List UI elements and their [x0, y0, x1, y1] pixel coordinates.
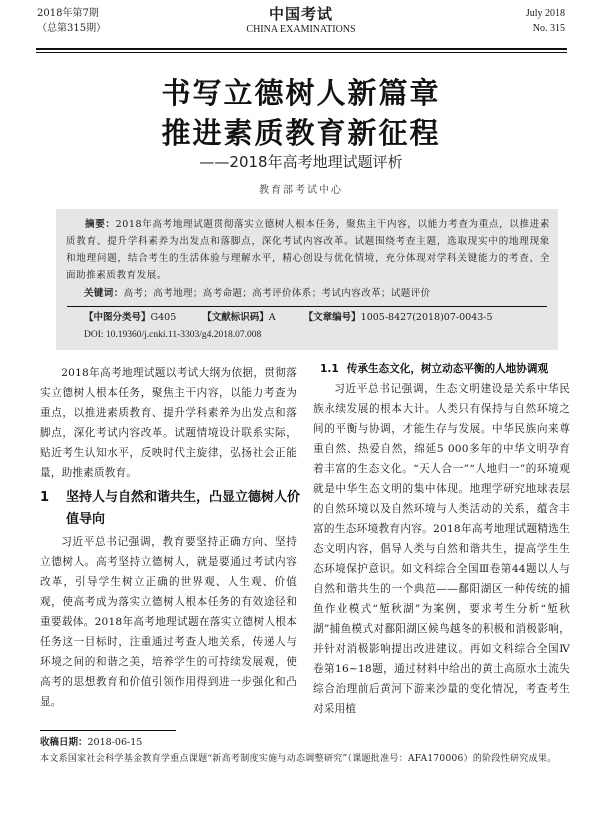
- doi-line: [84, 327, 261, 343]
- keywords-label: 关键词：: [84, 288, 124, 299]
- abstract-divider: [67, 306, 547, 307]
- issue-total: （总第315期）: [37, 23, 107, 34]
- doc-code-value: A: [268, 312, 276, 323]
- abstract-label: 摘要：: [85, 219, 116, 230]
- section-1-text: 习近平总书记强调，教育要坚持正确方向、坚持立德树人。高考坚持立德树人，就是要通过考试内容改革，引导学生树立正确的世界观、人生观、价值观，使高考成为落实立德树人根本任务的有效途径和重要载体。2018年高考地理试题在落实立德树人根本任务这一目标时，注重通过考查人地关系，传递人与环境之间的和谐之美，培养学生的可持续发展观，使高考的思想教育和价值引领作用得到进一步强化和凸显。: [40, 536, 297, 708]
- section-1-heading: [40, 487, 300, 531]
- intro-paragraph: [40, 363, 297, 483]
- section-1-paragraph: [40, 532, 297, 712]
- section-1-1-text: 习近平总书记强调，生态文明建设是关系中华民族永续发展的根本大计。人类只有保持与自然环境之间的平衡与协调，才能生存与发展。中华民族向来尊重自然、热爱自然，绵延5 000多年的中华文明孕育着丰富的生态文化。“天人合一”“人地归一”的环境观就是中华生态文明的集中体现。地理学研究地球表层的自然环境以及自然环境与人类活动的关系，蕴含丰富的生态环境教育内容。2018年高考地理试题精选生态文明内容，倡导人类与自然和谐共生，提高学生生态环境保护意识。如文科综合全国Ⅲ卷第44题以人与自然和谐共生的一个典范——鄱阳湖区一种传统的捕鱼作业模式“堑秋湖”为案例，要求考生分析“堑秋湖”捕鱼模式对鄱阳湖区候鸟越冬的积极和消极影响，并针对消极影响提出改进建议。再如文科综合全国Ⅳ卷第16~18题，通过材料中给出的黄土高原水土流失综合治理前后黄河下游来沙量的变化情况，考查考生对采用植: [313, 383, 570, 715]
- received-value: 2018-06-15: [87, 737, 143, 748]
- issue-number-en: No. 315: [532, 23, 565, 34]
- doi-value[interactable]: 10.19360/j.cnki.11-3303/g4.2018.07.008: [105, 330, 262, 340]
- issue-info-en: [526, 6, 565, 36]
- issue-number: 2018年第7期: [37, 8, 99, 19]
- section-1-1-number: 1.1: [320, 363, 339, 375]
- article-no-value: 1005-8427(2018)07-0043-5: [360, 312, 493, 323]
- section-1-1-heading: [320, 359, 548, 379]
- section-1-1-paragraph: [313, 379, 570, 719]
- header-rule-thick: [36, 48, 567, 50]
- abstract: [66, 216, 550, 284]
- abstract-text: 2018年高考地理试题贯彻落实立德树人根本任务，聚焦主干内容，以能力考查为重点，以推进素质教育、提升学科素养为出发点和落脚点，深化考试内容改革。试题围绕考查主题，选取现实中的地理现象和地理问题，结合考生的生活体验与理解水平，精心创设与优化情境，充分体现对学科关键能力的考查，全面助推素质教育发展。: [66, 219, 550, 281]
- journal-name-cn: 中国考试: [268, 5, 333, 23]
- article-title-line-1: 书写立德树人新篇章: [161, 76, 441, 110]
- intro-text: 2018年高考地理试题以考试大纲为依据，贯彻落实立德树人根本任务，聚焦主干内容，以能力考查为重点，以推进素质教育、提升学科素养为出发点和落脚点，深化考试内容改革。试题情境设计联系实际，贴近考生认知水平，反映时代主旋律，弘扬社会正能量，助推素质教育。: [40, 367, 297, 479]
- article-author: 教育部考试中心: [259, 185, 343, 196]
- article-title-line-2: 推进素质教育新征程: [161, 116, 441, 150]
- classification-line: [84, 310, 493, 326]
- footnote-rule: [40, 730, 176, 731]
- doc-code-label: 【文献标识码】: [202, 312, 269, 323]
- article-subtitle: ——2018年高考地理试题评析: [199, 153, 403, 171]
- article-no-label: 【文章编号】: [303, 312, 361, 323]
- issue-info: [37, 6, 106, 36]
- section-1-title: 坚持人与自然和谐共生，凸显立德树人价值导向: [66, 490, 301, 527]
- issue-date-en: July 2018: [525, 8, 565, 19]
- journal-masthead: [200, 5, 402, 37]
- received-date: [40, 736, 142, 750]
- section-1-number: 1: [40, 490, 50, 505]
- clc-label: 【中图分类号】: [84, 312, 151, 323]
- received-label: 收稿日期：: [40, 737, 88, 748]
- header-rule-thin: [36, 52, 567, 53]
- keywords: [84, 286, 431, 302]
- journal-name-en: CHINA EXAMINATIONS: [246, 24, 356, 35]
- clc-value: G405: [150, 312, 177, 323]
- section-1-1-title: 传承生态文化，树立动态平衡的人地协调观: [346, 363, 549, 375]
- keywords-text: 高考；高考地理；高考命题；高考评价体系；考试内容改革；试题评价: [123, 288, 431, 299]
- funding-note: 本文系国家社会科学基金教育学重点课题“新高考制度实施与动态调整研究”（课题批准号：AFA170006）的阶段性研究成果。: [40, 754, 557, 764]
- doi-label: DOI:: [84, 330, 104, 340]
